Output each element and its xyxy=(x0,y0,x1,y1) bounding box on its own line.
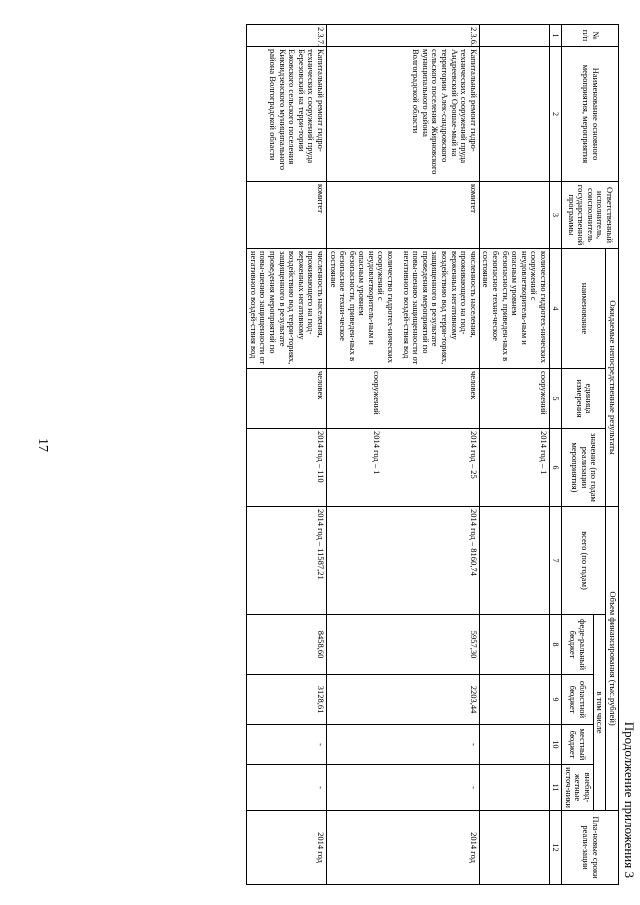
header-expected: Ожидаемые непосредственные результаты xyxy=(606,249,619,507)
header-regional: областной бюджет xyxy=(562,675,594,725)
result-value: 2014 год – 1 xyxy=(479,429,549,507)
result-unit: человек xyxy=(468,371,479,400)
measure-name: Капитальный ремонт гидро-технических сооружений пруда Березовский на терри-тории Ежовского сельского поселения Киквидзенского муниципального района Волгоградской области xyxy=(247,47,327,182)
header-name: Наименование основного мероприятия, мероприятия xyxy=(562,47,619,182)
col-index: 3 xyxy=(550,182,562,249)
funding-total: 2014 год – 11587,21 xyxy=(247,507,327,615)
federal-budget: 5957,30 xyxy=(326,615,479,675)
extra-budget: - xyxy=(326,765,479,811)
table-row xyxy=(326,25,479,885)
header-including: в том числе xyxy=(593,615,606,811)
header-deadline: Пла-новые сроки реали-зации xyxy=(562,811,619,885)
program-table xyxy=(246,24,619,885)
column-index-row xyxy=(550,25,562,885)
funding-total: 2014 год – 8160,74 xyxy=(326,507,479,615)
col-index: 4 xyxy=(550,249,562,369)
result-names xyxy=(326,249,479,369)
col-index: 11 xyxy=(550,765,562,811)
local-budget: - xyxy=(326,725,479,765)
header-exp-name: наименование xyxy=(562,249,606,369)
federal-budget: 8458,60 xyxy=(247,615,327,675)
appendix-caption: Продолжение приложения 3 xyxy=(622,721,637,878)
regional-budget: 3128,61 xyxy=(247,675,327,725)
result-value: 2014 год – 1 xyxy=(372,431,383,475)
header-executor: Ответственный исполнитель, соисполнитель государственной программы xyxy=(562,182,619,249)
header-total: всего (по годам) xyxy=(562,507,606,615)
col-index: 9 xyxy=(550,675,562,725)
result-values xyxy=(326,429,479,507)
regional-budget: 2203,44 xyxy=(326,675,479,725)
row-number: 2.3.6. xyxy=(326,25,479,47)
result-unit: человек xyxy=(247,369,327,429)
header-federal: феде-ральный бюджет xyxy=(562,615,594,675)
executor: комитет xyxy=(247,182,327,249)
col-index: 5 xyxy=(550,369,562,429)
col-index: 12 xyxy=(550,811,562,885)
rotated-page xyxy=(52,24,637,884)
result-units xyxy=(326,369,479,429)
result-unit: сооружений xyxy=(372,371,383,415)
result-unit: сооружений xyxy=(479,369,549,429)
extra-budget: - xyxy=(247,765,327,811)
table-row xyxy=(247,25,327,885)
col-index: 8 xyxy=(550,615,562,675)
result-name: численность населения, проживающего на под-верженных негативному воздействию вод терри-ториях, защищенного в результате проведения мероприятий по повы-шению защищенности от негативного воздей-ствия вод xyxy=(401,251,479,365)
deadline: 2014 год xyxy=(326,811,479,885)
table-row xyxy=(479,25,549,885)
header-exp-value: значение (по годам реализации мероприятия) xyxy=(562,429,606,507)
header-exp-unit: единица измерения xyxy=(562,369,606,429)
header-funding: Объем финансирования (тыс.рублей) xyxy=(606,507,619,811)
result-name: количество гидротех-нических сооружений с неудовлетворитель-ным и опасным уровнем безопасности, приведен-ных в безопасное техни-ческое состояние xyxy=(479,249,549,369)
header-local: местный бюджет xyxy=(562,725,594,765)
col-index: 10 xyxy=(550,725,562,765)
local-budget: - xyxy=(247,725,327,765)
executor: комитет xyxy=(326,182,479,249)
result-name: количество гидротех-нических сооружений с неудовлетворитель-ным и опасным уровнем безопасности, приведен-ных в безопасное техни-ческое состояние xyxy=(328,251,397,363)
col-index: 2 xyxy=(550,47,562,182)
page-number: 17 xyxy=(35,438,50,452)
header-extra: внебюд-жетные источ-ники xyxy=(562,765,594,811)
deadline: 2014 год xyxy=(247,811,327,885)
result-value: 2014 год – 110 xyxy=(247,429,327,507)
col-index: 1 xyxy=(550,25,562,47)
result-name: численность населения, проживающего на под-верженных негативному воздействию вод терри-ториях, защищенного в результате проведения мероприятий по повы-шению защищенности от негативного воздей-ствия вод xyxy=(247,249,327,369)
col-index: 7 xyxy=(550,507,562,615)
result-value: 2014 год – 25 xyxy=(468,431,479,479)
col-index: 6 xyxy=(550,429,562,507)
header-num: № п/п xyxy=(562,25,619,47)
row-number: 2.3.7. xyxy=(247,25,327,47)
measure-name: Капитальный ремонт гидро-технических сооружений пруда Андреевский Орошае-мый на территории Алек-сандровского сельского поселения Жирновского муниципального района Волгоградской области xyxy=(326,47,479,182)
